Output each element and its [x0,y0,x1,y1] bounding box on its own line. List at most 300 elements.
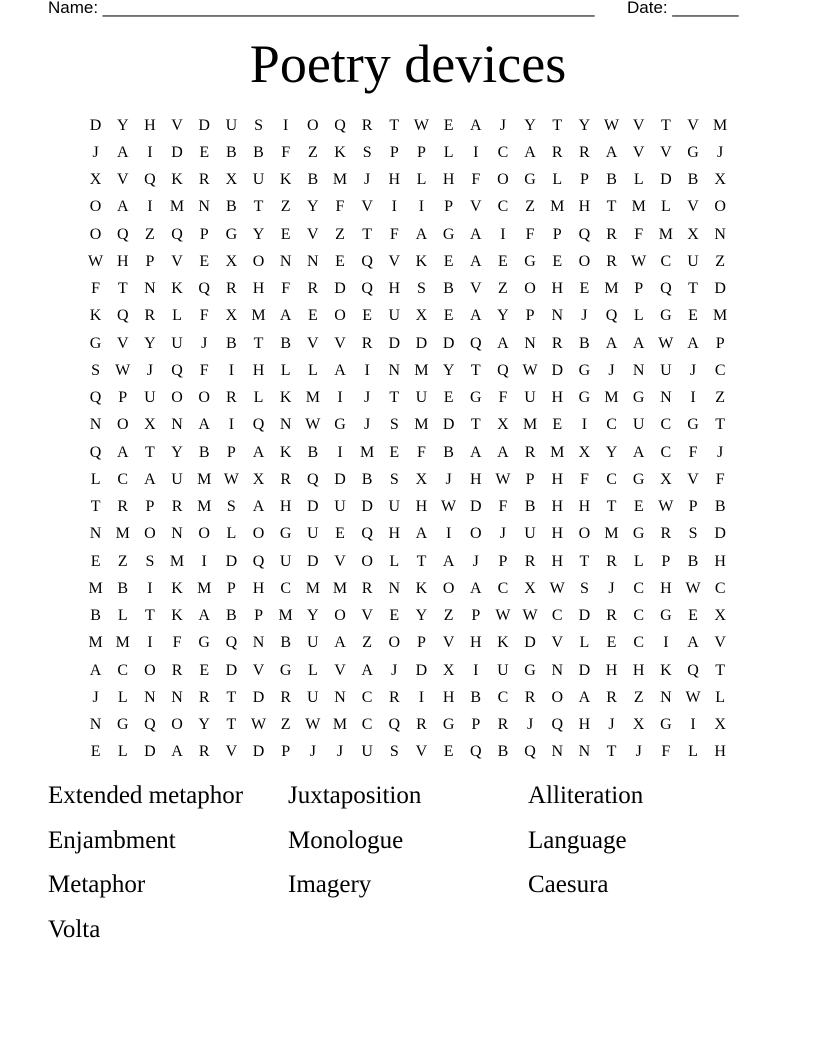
grid-letter: Q [469,334,482,352]
grid-letter: N [198,198,210,216]
grid-letter: E [552,416,563,434]
grid-letter: J [201,334,208,352]
grid-letter: A [198,607,210,625]
grid-letter: H [551,389,564,407]
grid-letter: M [414,361,429,379]
grid-letter: G [660,607,672,625]
grid-letter: D [714,525,726,543]
grid-letter: R [117,498,129,516]
grid-letter: H [660,579,672,597]
grid-letter: P [226,579,236,597]
grid-letter: M [197,470,212,488]
grid-letter: T [90,498,101,516]
grid-letter: W [115,361,131,379]
grid-letter: G [524,661,536,679]
grid-letter: P [715,334,725,352]
grid-letter: Z [307,143,318,161]
grid-letter: X [89,171,102,189]
grid-letter: A [171,743,183,761]
grid-letter: T [389,116,400,134]
grid-letter: M [604,389,619,407]
grid-letter: E [443,743,454,761]
word-list-item: Metaphor [48,871,146,898]
grid-letter: D [334,280,346,298]
grid-letter: J [581,307,588,325]
grid-letter: O [551,688,564,706]
grid-letter: H [632,661,645,679]
grid-letter: A [279,307,292,325]
grid-letter: C [117,470,129,488]
grid-letter: D [578,607,591,625]
grid-letter: E [443,252,454,270]
grid-letter: J [309,743,316,761]
grid-letter: M [305,389,320,407]
grid-letter: K [171,607,183,625]
grid-letter: A [469,579,482,597]
grid-letter: Y [524,116,536,134]
grid-letter: E [362,307,373,325]
grid-letter: B [524,498,536,516]
grid-letter: S [579,579,589,597]
grid-letter: F [91,280,101,298]
word-list [48,778,768,956]
grid-letter: Y [116,116,129,134]
grid-letter: M [414,416,429,434]
grid-letter: N [171,525,183,543]
grid-letter: O [361,552,373,570]
grid-letter: N [660,688,672,706]
grid-letter: C [497,198,509,216]
grid-letter: I [283,116,289,134]
grid-letter: O [497,171,509,189]
grid-letter: O [578,252,591,270]
grid-letter: V [469,280,482,298]
grid-letter: M [115,525,130,543]
grid-letter: Q [198,280,210,298]
grid-letter: L [172,307,182,325]
grid-letter: U [524,389,536,407]
grid-letter: Y [252,225,265,243]
grid-letter: U [171,334,183,352]
grid-letter: C [361,688,373,706]
grid-letter: P [525,470,535,488]
grid-letter: H [116,252,129,270]
grid-letter: K [415,579,428,597]
grid-letter: C [497,688,509,706]
grid-letter: U [388,307,401,325]
grid-letter: E [688,607,698,625]
grid-letter: X [714,171,726,189]
grid-letter: F [498,498,508,516]
grid-letter: M [658,225,673,243]
grid-letter: G [632,470,645,488]
word-list-item: Volta [48,915,101,943]
grid-letter: A [252,443,265,461]
grid-letter: L [226,525,237,543]
grid-letter: B [470,688,482,706]
grid-letter: V [116,334,129,352]
grid-letter: I [337,389,343,407]
grid-letter: L [633,171,644,189]
grid-letter: W [685,688,701,706]
grid-letter: K [171,579,183,597]
grid-letter: C [606,470,617,488]
grid-letter: A [578,688,591,706]
grid-letter: C [361,716,373,734]
grid-letter: E [335,252,345,270]
grid-letter: U [144,389,156,407]
grid-letter: W [88,252,104,270]
grid-letter: B [280,334,291,352]
grid-letter: P [281,743,291,761]
grid-letter: R [660,525,672,543]
grid-letter: E [90,552,101,570]
date-field: Date: _______ [627,0,739,17]
grid-letter: T [715,416,726,434]
grid-letter: Z [715,252,726,270]
grid-letter: V [687,470,699,488]
grid-letter: Q [171,361,183,379]
grid-letter: D [334,470,346,488]
grid-letter: O [252,525,265,543]
grid-letter: N [279,252,292,270]
grid-letter: C [633,634,645,652]
grid-letter: T [552,116,563,134]
grid-letter: A [469,443,482,461]
grid-letter: H [469,634,482,652]
grid-letter: H [578,716,591,734]
grid-letter: R [280,470,291,488]
grid-letter: W [305,716,321,734]
word-list-item: Language [528,826,627,854]
grid-letter: J [608,361,615,379]
grid-letter: A [469,225,482,243]
grid-letter: W [495,607,511,625]
grid-letter: Q [361,525,373,543]
grid-letter: X [225,307,238,325]
grid-row [82,603,734,630]
grid-letter: W [658,498,674,516]
grid-letter: R [280,688,291,706]
grid-letter: X [225,252,238,270]
grid-letter: V [442,634,455,652]
grid-letter: P [498,552,508,570]
grid-letter: U [307,525,319,543]
grid-letter: A [116,143,129,161]
grid-letter: G [469,389,482,407]
grid-letter: L [90,470,101,488]
grid-letter: D [415,334,428,352]
grid-letter: Q [89,389,102,407]
grid-letter: H [388,171,401,189]
grid-letter: A [632,443,645,461]
grid-letter: U [497,661,509,679]
grid-letter: X [415,307,428,325]
grid-letter: W [250,716,267,734]
grid-letter: P [417,143,426,161]
grid-row [82,221,734,248]
grid-letter: W [603,116,620,134]
grid-letter: V [660,143,672,161]
grid-letter: G [578,361,591,379]
grid-letter: I [201,552,207,570]
grid-letter: U [279,552,292,570]
grid-letter: M [197,498,212,516]
grid-letter: G [632,525,645,543]
grid-letter: B [687,552,699,570]
grid-letter: K [415,252,428,270]
grid-letter: O [469,525,482,543]
grid-letter: J [92,688,99,706]
grid-letter: A [89,661,102,679]
grid-letter: R [226,389,237,407]
grid-letter: G [89,334,102,352]
grid-letter: H [714,743,726,761]
grid-letter: T [253,334,264,352]
grid-letter: R [388,688,400,706]
grid-letter: O [334,307,346,325]
grid-row [82,357,734,384]
grid-letter: G [442,225,455,243]
grid-letter: V [334,334,346,352]
grid-letter: R [171,661,183,679]
grid-letter: A [116,198,129,216]
grid-letter: I [445,525,452,543]
word-list-item: Juxtaposition [288,782,422,809]
grid-letter: J [608,579,615,597]
grid-letter: P [471,716,481,734]
grid-row [82,167,734,194]
grid-letter: Y [307,198,319,216]
grid-letter: S [226,498,236,516]
grid-letter: D [388,334,401,352]
grid-letter: I [690,389,696,407]
grid-row [82,684,734,711]
grid-letter: F [389,225,399,243]
grid-letter: P [444,198,454,216]
grid-letter: H [469,470,482,488]
grid-letter: R [416,716,427,734]
grid-letter: S [389,743,399,761]
grid-letter: V [307,334,319,352]
grid-letter: M [278,607,293,625]
grid-letter: X [144,416,156,434]
grid-letter: Y [307,607,319,625]
grid-letter: H [714,552,726,570]
grid-letter: V [687,198,699,216]
grid-letter: A [469,116,482,134]
grid-letter: M [332,579,348,597]
grid-letter: Q [578,225,591,243]
grid-letter: C [660,416,672,434]
grid-letter: F [634,225,644,243]
grid-letter: J [364,389,371,407]
grid-letter: P [552,225,562,243]
grid-letter: Z [715,389,726,407]
grid-letter: R [198,688,210,706]
grid-row [82,712,734,739]
grid-letter: S [254,116,263,134]
grid-letter: I [500,225,506,243]
grid-letter: Y [442,361,455,379]
grid-letter: A [334,634,346,652]
grid-letter: L [715,688,726,706]
grid-row [82,412,734,439]
grid-letter: F [281,143,291,161]
grid-letter: E [606,634,617,652]
grid-letter: P [389,143,399,161]
grid-letter: J [391,661,398,679]
grid-letter: T [117,280,128,298]
grid-letter: P [254,607,263,625]
grid-letter: U [334,498,346,516]
grid-letter: A [687,634,699,652]
grid-letter: P [145,498,155,516]
grid-row [82,630,734,657]
grid-letter: N [252,634,265,652]
grid-letter: J [635,743,642,761]
grid-letter: N [388,579,401,597]
grid-letter: B [361,470,373,488]
grid-letter: B [443,280,454,298]
grid-letter: P [471,607,481,625]
grid-letter: M [550,443,565,461]
grid-letter: H [442,171,455,189]
grid-letter: G [198,634,210,652]
grid-letter: Y [497,307,509,325]
grid-letter: L [280,361,291,379]
grid-letter: Q [225,634,238,652]
grid-letter: P [118,389,128,407]
grid-letter: C [714,579,726,597]
grid-letter: J [364,416,371,434]
grid-letter: E [280,225,291,243]
grid-letter: H [252,361,265,379]
grid-letter: N [279,416,292,434]
grid-letter: L [633,552,644,570]
grid-letter: T [253,198,264,216]
grid-letter: V [388,252,401,270]
grid-letter: H [551,280,564,298]
grid-letter: L [552,171,563,189]
grid-letter: D [551,361,564,379]
grid-letter: H [252,280,265,298]
grid-letter: Z [362,634,373,652]
grid-letter: J [717,143,724,161]
grid-letter: V [334,661,346,679]
grid-letter: O [171,389,183,407]
grid-letter: M [332,716,348,734]
grid-row [82,575,734,602]
grid-letter: P [199,225,209,243]
grid-letter: A [361,661,373,679]
grid-letter: T [470,416,481,434]
grid-letter: I [228,416,235,434]
grid-letter: F [498,389,508,407]
grid-letter: A [442,552,455,570]
grid-letter: N [89,525,102,543]
grid-letter: N [171,416,183,434]
grid-letter: E [633,498,644,516]
grid-letter: P [525,307,535,325]
grid-letter: G [660,307,672,325]
grid-letter: D [89,116,102,134]
grid-letter: Q [252,416,265,434]
grid-letter: N [171,688,183,706]
grid-letter: Z [117,552,128,570]
grid-letter: R [198,171,210,189]
grid-letter: D [469,498,482,516]
grid-letter: T [226,716,237,734]
grid-letter: I [147,579,153,597]
grid-letter: Q [551,716,564,734]
grid-letter: W [522,607,538,625]
grid-letter: V [171,252,183,270]
grid-letter: X [524,579,536,597]
grid-letter: A [469,307,482,325]
grid-letter: E [307,307,318,325]
name-field: Name: ____________________________________________________ [48,0,595,17]
grid-letter: M [88,579,103,597]
grid-letter: U [388,498,401,516]
grid-letter: K [497,634,509,652]
grid-letter: A [469,252,482,270]
grid-letter: Q [524,743,536,761]
grid-letter: R [551,143,563,161]
word-list-item: Extended metaphor [48,782,244,809]
grid-letter: G [687,143,699,161]
grid-letter: N [551,743,564,761]
grid-letter: W [549,579,565,597]
grid-letter: V [632,116,645,134]
grid-row [82,194,734,221]
grid-letter: W [413,116,429,134]
grid-letter: E [443,307,454,325]
grid-letter: D [307,498,319,516]
grid-letter: Q [89,443,102,461]
grid-letter: X [632,716,645,734]
grid-letter: Q [388,716,401,734]
grid-letter: R [226,280,237,298]
grid-letter: A [605,143,618,161]
grid-letter: E [688,307,698,325]
grid-letter: A [524,143,536,161]
grid-letter: I [581,416,588,434]
grid-letter: D [442,416,455,434]
grid-letter: J [146,361,153,379]
grid-letter: S [389,416,399,434]
grid-letter: W [223,470,239,488]
grid-letter: H [551,498,564,516]
grid-letter: R [551,334,563,352]
grid-letter: H [578,198,591,216]
grid-row [82,330,734,357]
grid-letter: Q [307,470,319,488]
grid-letter: D [578,661,591,679]
grid-letter: H [605,661,618,679]
grid-letter: T [715,661,726,679]
grid-letter: I [391,198,397,216]
grid-letter: F [525,225,535,243]
grid-letter: M [251,307,266,325]
grid-letter: B [687,171,699,189]
grid-letter: X [415,470,428,488]
grid-letter: Z [280,716,291,734]
grid-letter: L [117,688,128,706]
grid-letter: G [660,716,672,734]
grid-letter: K [279,171,292,189]
grid-letter: B [226,198,237,216]
